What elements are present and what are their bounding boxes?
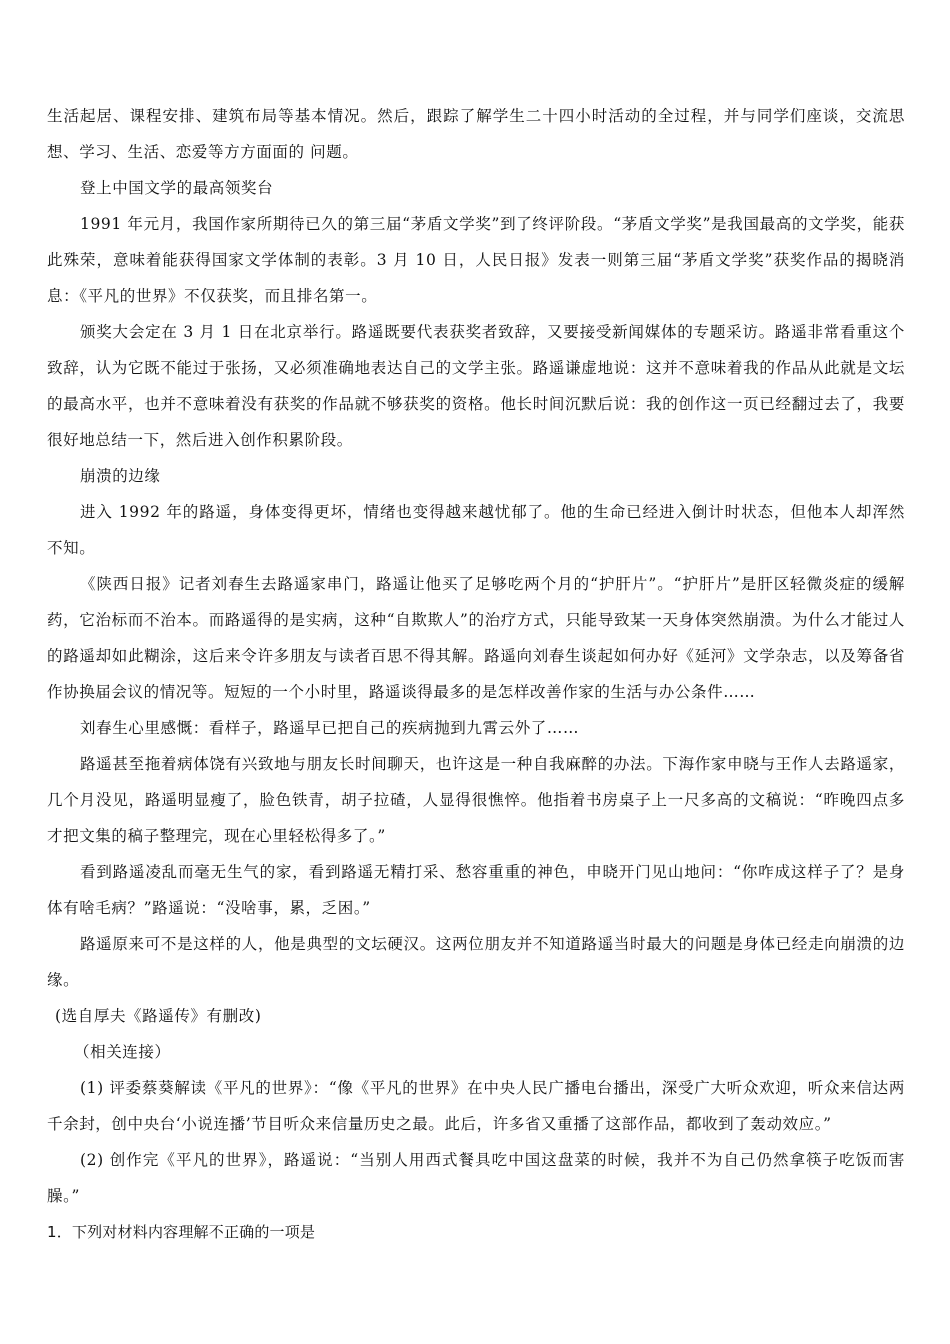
question-1: 1．下列对材料内容理解不正确的一项是	[47, 1223, 316, 1241]
paragraph: 颁奖大会定在 3 月 1 日在北京举行。路遥既要代表获奖者致辞，又要接受新闻媒体的专题采访。路遥非常看重这个致辞，认为它既不能过于张扬，又必须准确地表达自己的文学主张。路遥谦虚地说：这并不意味着我的作品从此就是文坛的最高水平，也并不意味着没有获奖的作品就不够获奖的资格。他长时间沉默后说：我的创作这一页已经翻过去了，我要很好地总结一下，然后进入创作积累阶段。	[47, 323, 905, 449]
paragraph: 1991 年元月，我国作家所期待已久的第三届“茅盾文学奖”到了终评阶段。“茅盾文学奖”是我国最高的文学奖，能获此殊荣，意味着能获得国家文学体制的表彰。3 月 10 日，人民日报》发表一则第三届“茅盾文学奖”获奖作品的揭晓消息：《平凡的世界》不仅获奖，而且排名第一。	[47, 215, 905, 305]
related-item: (1) 评委蔡葵解读《平凡的世界》：“像《平凡的世界》在中央人民广播电台播出，深受广大听众欢迎，听众来信达两千余封，创中央台‘小说连播’节目听众来信量历史之最。此后，许多省又重播了这部作品，都收到了轰动效应。”	[47, 1079, 905, 1133]
paragraph: 进入 1992 年的路遥，身体变得更坏，情绪也变得越来越忧郁了。他的生命已经进入倒计时状态，但他本人却浑然不知。	[47, 503, 905, 557]
related-item: (2) 创作完《平凡的世界》，路遥说：“当别人用西式餐具吃中国这盘菜的时候，我并不为自己仍然拿筷子吃饭而害臊。”	[47, 1151, 905, 1205]
paragraph: 看到路遥凌乱而毫无生气的家，看到路遥无精打采、愁容重重的神色，申晓开门见山地问：“你咋成这样子了？是身体有啥毛病？”路遥说：“没啥事，累，乏困。”	[47, 863, 905, 917]
paragraph: 《陕西日报》记者刘春生去路遥家串门，路遥让他买了足够吃两个月的“护肝片”。“护肝片”是肝区轻微炎症的缓解药，它治标而不治本。而路遥得的是实病，这种“自欺欺人”的治疗方式，只能导致某一天身体突然崩溃。为什么才能过人的路遥却如此糊涂，这后来令许多朋友与读者百思不得其解。路遥向刘春生谈起如何办好《延河》文学杂志，以及筹备省作协换届会议的情况等。短短的一个小时里，路遥谈得最多的是怎样改善作家的生活与办公条件……	[47, 575, 905, 701]
paragraph-continuation: 生活起居、课程安排、建筑布局等基本情况。然后，跟踪了解学生二十四小时活动的全过程，并与同学们座谈，交流思想、学习、生活、恋爱等方方面面的 问题。	[47, 107, 905, 161]
paragraph: 路遥原来可不是这样的人，他是典型的文坛硬汉。这两位朋友并不知道路遥当时最大的问题是身体已经走向崩溃的边缘。	[47, 935, 905, 989]
source-note: (选自厚夫《路遥传》有删改)	[55, 1007, 262, 1025]
section-heading-award: 登上中国文学的最高领奖台	[80, 179, 274, 197]
article-body	[47, 98, 905, 1250]
paragraph: 路遥甚至拖着病体饶有兴致地与朋友长时间聊天，也许这是一种自我麻醉的办法。下海作家申晓与王作人去路遥家，几个月没见，路遥明显瘦了，脸色铁青，胡子拉碴，人显得很憔悴。他指着书房桌子上一尺多高的文稿说：“昨晚四点多才把文集的稿子整理完，现在心里轻松得多了。”	[47, 755, 905, 845]
related-heading: （相关连接）	[74, 1043, 171, 1061]
section-heading-collapse: 崩溃的边缘	[80, 467, 161, 485]
paragraph: 刘春生心里感慨：看样子，路遥早已把自己的疾病抛到九霄云外了……	[80, 719, 580, 737]
